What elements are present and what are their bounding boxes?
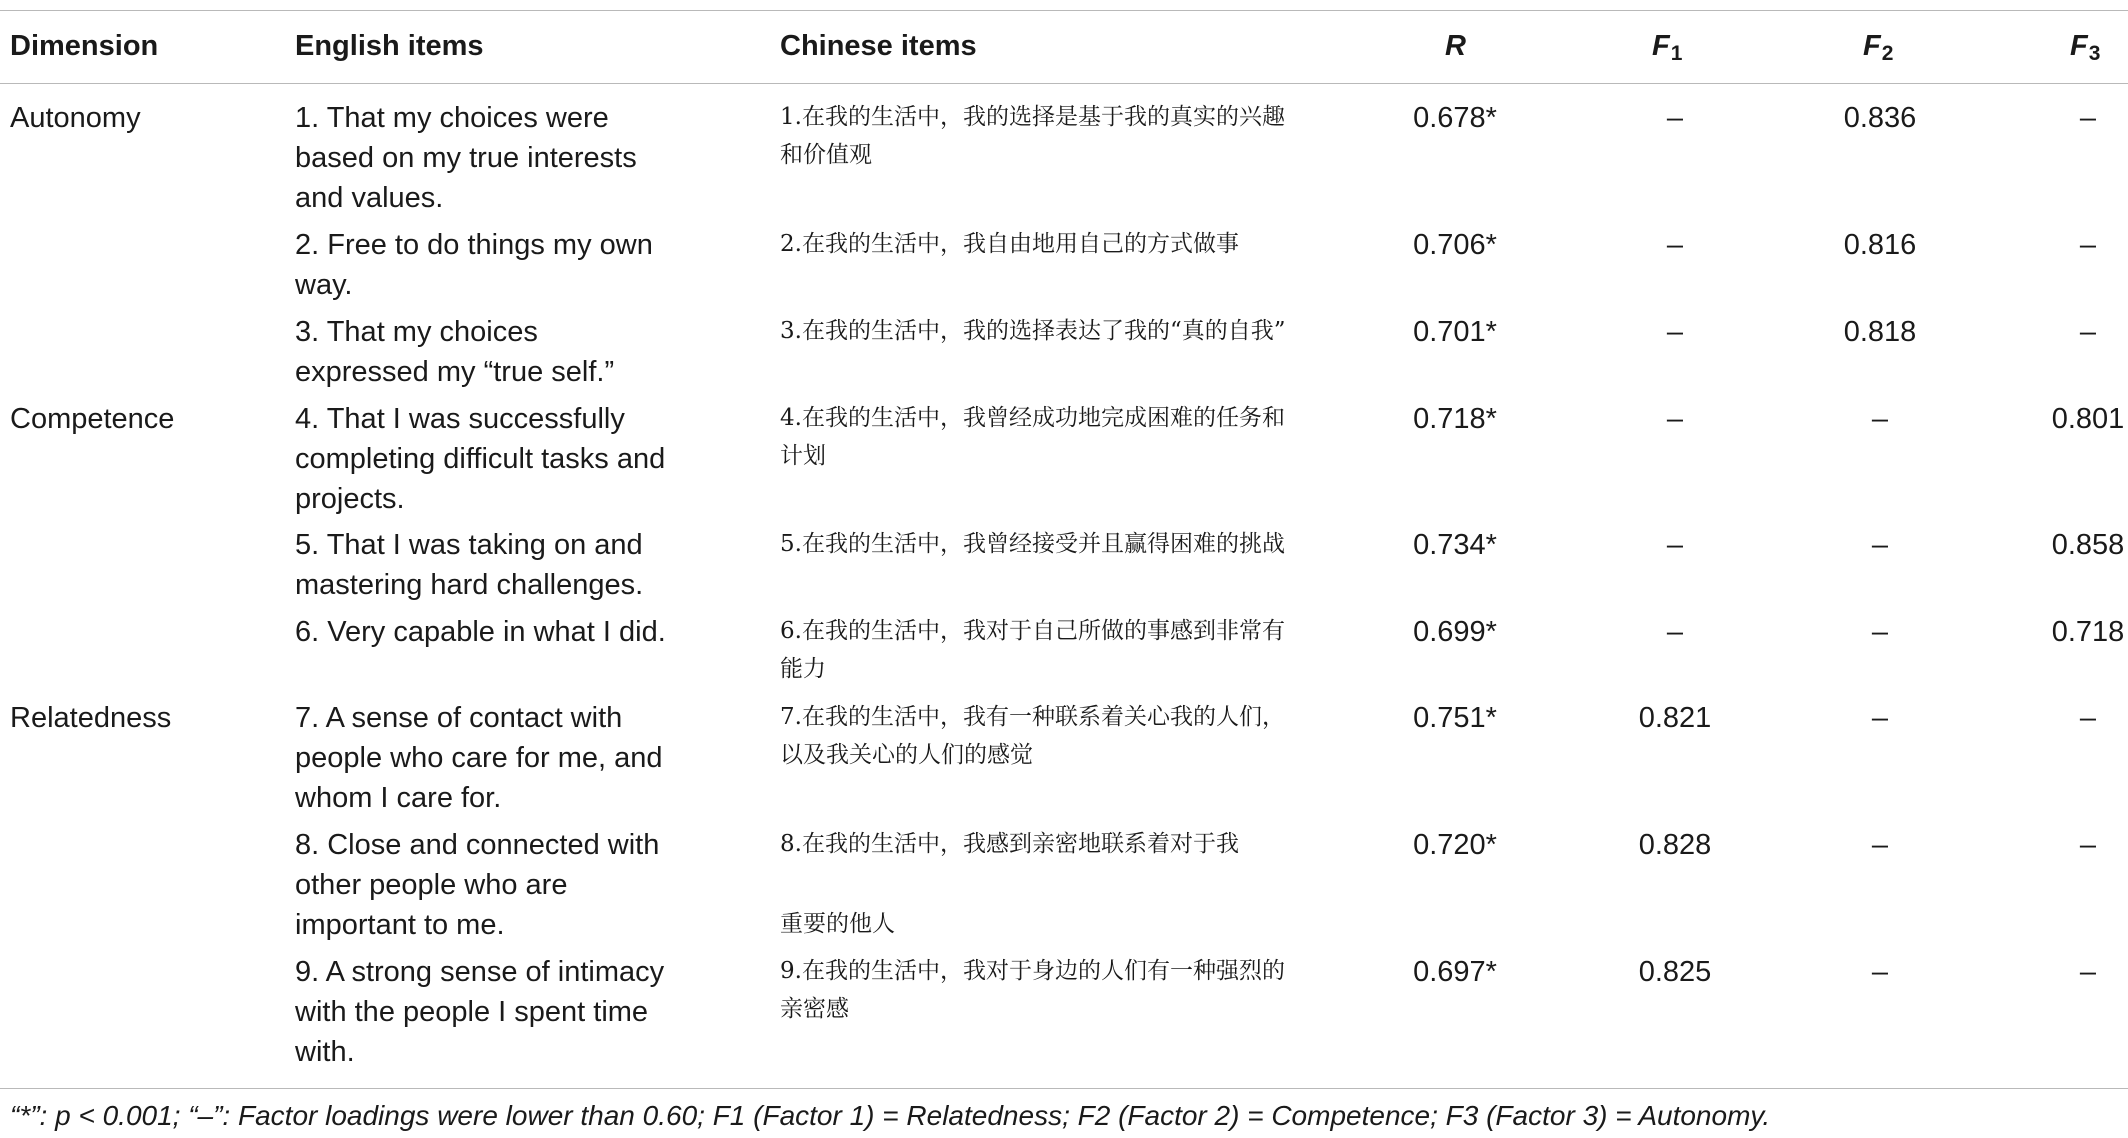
- header-dimension: Dimension: [10, 30, 159, 62]
- cell-r: 0.718*: [1413, 403, 1497, 435]
- cell-f2: –: [1871, 829, 1889, 861]
- cell-r: 0.751*: [1413, 702, 1497, 734]
- table-top-rule: [0, 10, 2128, 11]
- cell-f1: –: [1666, 529, 1684, 561]
- cell-f3: 0.718: [2051, 616, 2125, 648]
- cell-chinese-item: 4.在我的生活中，我曾经成功地完成困难的任务和计划: [780, 405, 1285, 469]
- cell-f2: –: [1871, 956, 1889, 988]
- cell-english-item: 5. That I was taking on and mastering hard challenges.: [295, 529, 644, 601]
- header-chinese-items: Chinese items: [780, 30, 977, 62]
- cell-f1: –: [1666, 102, 1684, 134]
- cell-r: 0.699*: [1413, 616, 1497, 648]
- cell-chinese-item: 5.在我的生活中，我曾经接受并且赢得困难的挑战: [780, 531, 1285, 557]
- cell-f2: –: [1871, 403, 1889, 435]
- cell-english-item: 4. That I was successfully completing difficult tasks and projects.: [295, 403, 666, 515]
- cell-r: 0.701*: [1413, 316, 1497, 348]
- cell-f3: –: [2079, 702, 2097, 734]
- cell-r: 0.678*: [1413, 102, 1497, 134]
- cell-f2: 0.836: [1843, 102, 1917, 134]
- cell-r: 0.697*: [1413, 956, 1497, 988]
- header-f1: $F_1$: [1652, 30, 1683, 65]
- cell-f2: 0.816: [1843, 229, 1917, 261]
- cell-f3: –: [2079, 956, 2097, 988]
- cell-f3: –: [2079, 829, 2097, 861]
- cell-f3: 0.801: [2051, 403, 2125, 435]
- cell-english-item: 1. That my choices were based on my true interests and values.: [295, 102, 637, 214]
- header-english-items: English items: [295, 30, 484, 62]
- table-footnote: “*”: p < 0.001; “–”: Factor loadings were lower than 0.60; F1 (Factor 1) = Relatedness; F2 (Factor 2) = Competence; F3 (Factor 3) = Autonomy.: [10, 1100, 1771, 1131]
- cell-english-item: 8. Close and connected with other people who are important to me.: [295, 829, 660, 941]
- cell-f3: –: [2079, 102, 2097, 134]
- cell-r: 0.720*: [1413, 829, 1497, 861]
- cell-f2: –: [1871, 616, 1889, 648]
- cell-dimension: Relatedness: [10, 702, 172, 734]
- cell-chinese-item: 8.在我的生活中，我感到亲密地联系着对于我: [780, 831, 1239, 857]
- cell-f2: –: [1871, 529, 1889, 561]
- cell-f1: 0.828: [1638, 829, 1712, 861]
- cell-chinese-item: 1.在我的生活中，我的选择是基于我的真实的兴趣和价值观: [780, 104, 1285, 168]
- cell-f1: –: [1666, 316, 1684, 348]
- cell-r: 0.734*: [1413, 529, 1497, 561]
- cell-english-item: 3. That my choices expressed my “true self.”: [295, 316, 615, 388]
- header-f2: $F_2$: [1863, 30, 1894, 65]
- cell-english-item: 6. Very capable in what I did.: [295, 616, 666, 648]
- cell-r: 0.706*: [1413, 229, 1497, 261]
- cell-dimension: Autonomy: [10, 102, 141, 134]
- cell-f3: –: [2079, 229, 2097, 261]
- header-r: R: [1445, 30, 1466, 62]
- cell-chinese-item-continued: 重要的他人: [780, 911, 895, 937]
- cell-f2: –: [1871, 702, 1889, 734]
- cell-chinese-item: 9.在我的生活中，我对于身边的人们有一种强烈的亲密感: [780, 958, 1285, 1022]
- cell-chinese-item: 3.在我的生活中，我的选择表达了我的“真的自我”: [780, 318, 1286, 344]
- cell-f3: 0.858: [2051, 529, 2125, 561]
- cell-f2: 0.818: [1843, 316, 1917, 348]
- cell-chinese-item: 6.在我的生活中，我对于自己所做的事感到非常有能力: [780, 618, 1285, 682]
- table-header-rule: [0, 83, 2128, 84]
- cell-chinese-item: 2.在我的生活中，我自由地用自己的方式做事: [780, 231, 1239, 257]
- header-f3: $F_3$: [2070, 30, 2101, 65]
- cell-chinese-item: 7.在我的生活中，我有一种联系着关心我的人们，以及我关心的人们的感觉: [780, 704, 1285, 768]
- cell-dimension: Competence: [10, 403, 175, 435]
- cell-english-item: 2. Free to do things my own way.: [295, 229, 653, 301]
- cell-english-item: 9. A strong sense of intimacy with the people I spent time with.: [295, 956, 665, 1068]
- cell-f1: –: [1666, 616, 1684, 648]
- cell-f3: –: [2079, 316, 2097, 348]
- cell-f1: 0.825: [1638, 956, 1712, 988]
- table-bottom-rule: [0, 1088, 2128, 1089]
- cell-f1: –: [1666, 229, 1684, 261]
- cell-english-item: 7. A sense of contact with people who care for me, and whom I care for.: [295, 702, 663, 814]
- cell-f1: 0.821: [1638, 702, 1712, 734]
- cell-f1: –: [1666, 403, 1684, 435]
